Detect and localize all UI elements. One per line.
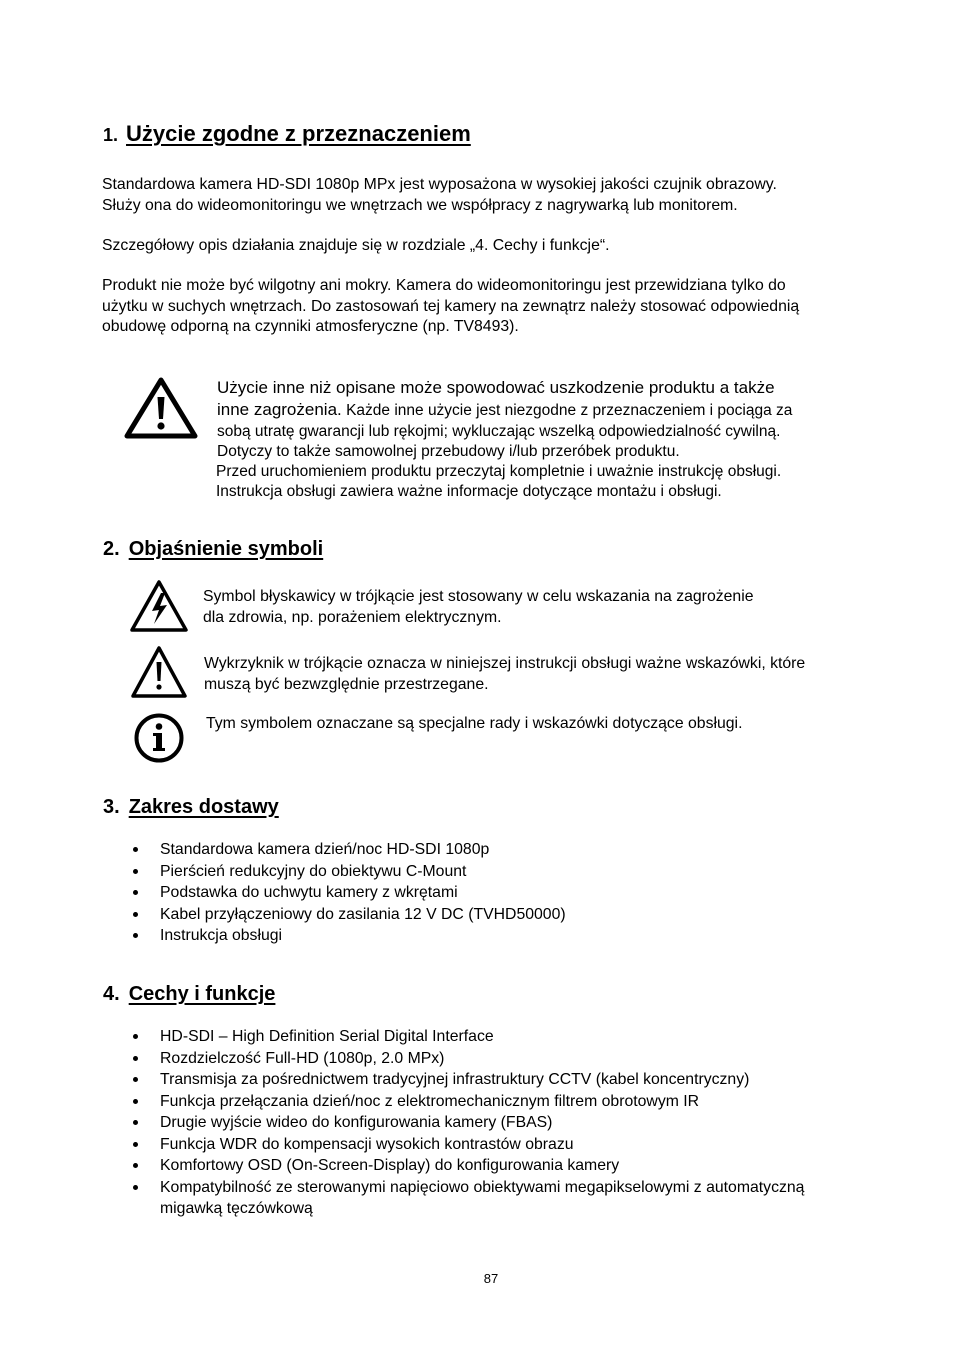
text-line: dla zdrowia, np. porażeniem elektrycznym. bbox=[203, 608, 502, 626]
list-item: Funkcja przełączania dzień/noc z elektromechanicznym filtrem obrotowym IR bbox=[103, 1091, 923, 1113]
warning-line: Instrukcja obsługi zawiera ważne informacje dotyczące montażu i obsługi. bbox=[216, 483, 722, 500]
list-item: Drugie wyjście wideo do konfigurowania kamery (FBAS) bbox=[103, 1112, 923, 1134]
warning-continuation: Każde inne użycie jest niezgodne z przeznaczeniem i pociąga za bbox=[341, 402, 793, 419]
warning-line: Użycie inne niż opisane może spowodować uszkodzenie produktu a także bbox=[217, 378, 775, 397]
text-line: Standardowa kamera HD-SDI 1080p MPx jest wyposażona w wysokiej jakości czujnik obrazowy. bbox=[102, 176, 777, 193]
delivery-list bbox=[103, 839, 903, 947]
text-line: Wykrzyknik w trójkącie oznacza w niniejszej instrukcji obsługi ważne wskazówki, które bbox=[204, 655, 806, 672]
section-3-heading bbox=[103, 795, 279, 819]
section-2-heading bbox=[103, 537, 323, 561]
symbol-1-text bbox=[203, 587, 754, 628]
warning-line: sobą utratę gwarancji lub rękojmi; wykluczając wszelką odpowiedzialność cywilną. bbox=[217, 423, 781, 440]
section-title: Cechy i funkcje bbox=[128, 983, 276, 1005]
text-line: użytku w suchych wnętrzach. Do zastosowań tej kamery na zewnątrz należy stosować odpowiednią bbox=[102, 297, 800, 315]
list-item: Funkcja WDR do kompensacji wysokich kontrastów obrazu bbox=[103, 1134, 923, 1156]
section-4-heading bbox=[103, 982, 275, 1006]
section-title: Użycie zgodne z przeznaczeniem bbox=[126, 121, 471, 146]
warning-triangle-icon bbox=[124, 377, 198, 439]
section-number: 2. bbox=[103, 538, 120, 560]
list-item: Komfortowy OSD (On-Screen-Display) do konfigurowania kamery bbox=[103, 1155, 923, 1177]
exclamation-triangle-icon bbox=[130, 645, 188, 699]
section-1-heading bbox=[103, 121, 471, 148]
symbol-3-text bbox=[206, 714, 742, 735]
section-1-paragraph-3 bbox=[102, 276, 799, 338]
text-line: Służy ona do wideomonitoringu we wnętrzach we współpracy z nagrywarką lub monitorem. bbox=[102, 196, 738, 214]
list-item: Kabel przyłączeniowy do zasilania 12 V DC (TVHD50000) bbox=[103, 904, 903, 926]
section-number: 4. bbox=[103, 983, 120, 1005]
warning-line: Przed uruchomieniem produktu przeczytaj kompletnie i uważnie instrukcję obsługi. bbox=[216, 463, 782, 480]
text-line: Tym symbolem oznaczane są specjalne rady i wskazówki dotyczące obsługi. bbox=[206, 715, 743, 732]
features-list bbox=[103, 1026, 923, 1220]
warning-line: Dotyczy to także samowolnej przebudowy i/lub przeróbek produktu. bbox=[217, 443, 680, 460]
list-item: Instrukcja obsługi bbox=[103, 925, 903, 947]
section-number: 3. bbox=[103, 796, 120, 818]
section-1-paragraph-2 bbox=[102, 236, 610, 257]
text-line: Szczegółowy opis działania znajduje się w rozdziale „4. Cechy i funkcje“. bbox=[102, 237, 610, 254]
list-item-continuation: migawką tęczówkową bbox=[160, 1200, 313, 1217]
list-item: Pierścień redukcyjny do obiektywu C-Mount bbox=[103, 861, 903, 883]
text-line: obudowę odporną na czynniki atmosferyczne (np. TV8493). bbox=[102, 318, 519, 335]
list-item: Rozdzielczość Full-HD (1080p, 2.0 MPx) bbox=[103, 1048, 923, 1070]
list-item: Standardowa kamera dzień/noc HD-SDI 1080p bbox=[103, 839, 903, 861]
lightning-triangle-icon bbox=[129, 579, 189, 633]
list-item: Transmisja za pośrednictwem tradycyjnej infrastruktury CCTV (kabel koncentryczny) bbox=[103, 1069, 923, 1091]
list-item-text: Kompatybilność ze sterowanymi napięciowo obiektywami megapikselowymi z automatyczną bbox=[160, 1178, 805, 1196]
symbol-2-text bbox=[204, 654, 805, 695]
section-number: 1. bbox=[103, 125, 119, 145]
text-line: muszą być bezwzględnie przestrzegane. bbox=[204, 675, 489, 693]
text-line: Symbol błyskawicy w trójkącie jest stosowany w celu wskazania na zagrożenie bbox=[203, 588, 754, 605]
section-title: Zakres dostawy bbox=[128, 796, 279, 818]
page-number: 87 bbox=[483, 1271, 499, 1286]
warning-text bbox=[217, 377, 792, 502]
section-title: Objaśnienie symboli bbox=[128, 538, 324, 560]
section-1-paragraph-1 bbox=[102, 175, 777, 216]
list-item: HD-SDI – High Definition Serial Digital Interface bbox=[103, 1026, 923, 1048]
warning-line bbox=[217, 399, 792, 421]
list-item bbox=[103, 1177, 923, 1220]
warning-emphasis: inne zagrożenia. bbox=[217, 400, 342, 419]
list-item: Podstawka do uchwytu kamery z wkrętami bbox=[103, 882, 903, 904]
text-line: Produkt nie może być wilgotny ani mokry. Kamera do wideomonitoringu jest przewidziana tylko do bbox=[102, 277, 786, 294]
info-circle-icon bbox=[133, 712, 185, 764]
